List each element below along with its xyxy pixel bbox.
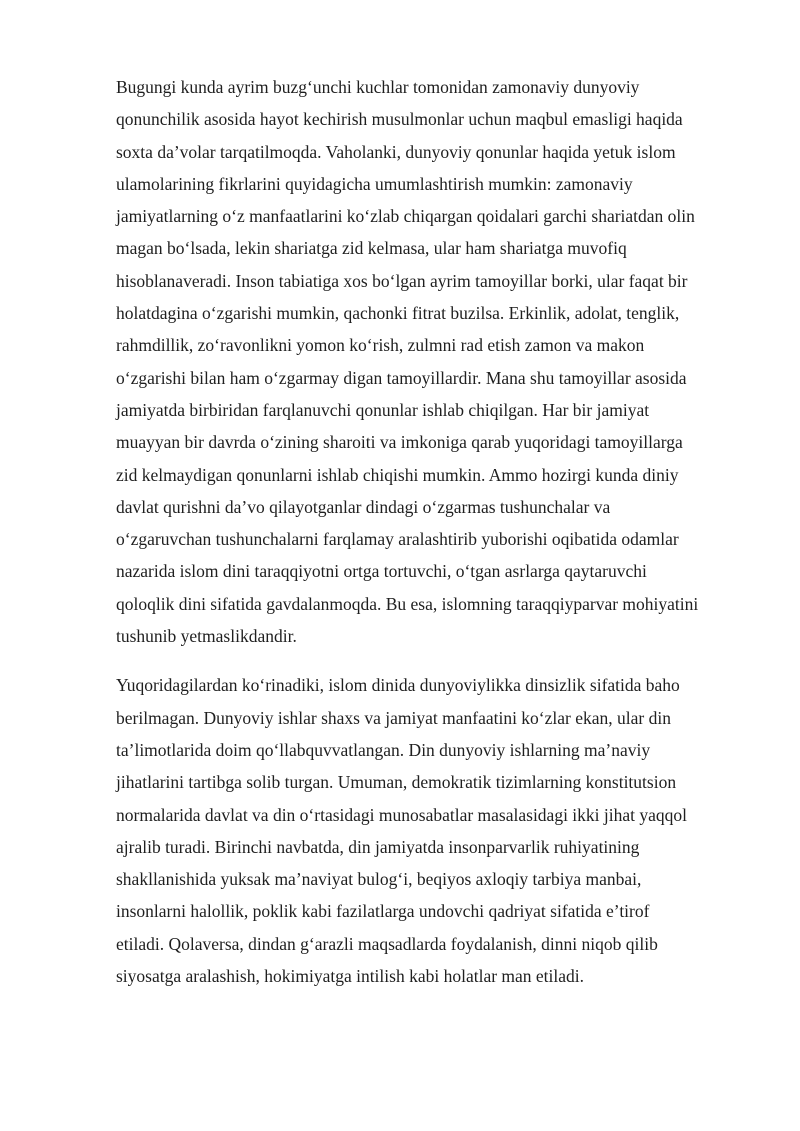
text-line: shakllanishida yuksak ma’naviyat bulog‘i, beqiyos axloqiy tarbiya manbai, [116, 869, 642, 890]
paragraph-1 [116, 71, 744, 652]
text-line: davlat qurishni da’vo qilayotganlar dindagi o‘zgarmas tushunchalar va [116, 496, 611, 517]
text-line: soxta da’volar tarqatilmoqda. Vaholanki, dunyoviy qonunlar haqida yetuk islom [116, 141, 676, 162]
text-line: rahmdillik, zo‘ravonlikni yomon ko‘rish, zulmni rad etish zamon va makon [116, 335, 645, 356]
text-line: ulamolarining fikrlarini quyidagicha umumlashtirish mumkin: zamonaviy [116, 173, 633, 194]
text-line: berilmagan. Dunyoviy ishlar shaxs va jamiyat manfaatini ko‘zlar ekan, ular din [116, 707, 671, 728]
text-line: jihatlarini tartibga solib turgan. Umuman, demokratik tizimlarning konstitutsion [116, 772, 677, 793]
text-line: zid kelmaydigan qonunlarni ishlab chiqishi mumkin. Ammo hozirgi kunda diniy [116, 464, 679, 485]
text-line: etiladi. Qolaversa, dindan g‘arazli maqsadlarda foydalanish, dinni niqob qilib [116, 933, 658, 954]
text-line: Bugungi kunda ayrim buzg‘unchi kuchlar tomonidan zamonaviy dunyoviy [116, 77, 640, 97]
text-line: tushunib yetmaslikdandir. [116, 626, 297, 647]
text-line: normalarida davlat va din o‘rtasidagi munosabatlar masalasidagi ikki jihat yaqqol [116, 804, 688, 825]
text-line: qonunchilik asosida hayot kechirish musulmonlar uchun maqbul emasligi haqida [116, 109, 683, 130]
text-line: Yuqoridagilardan ko‘rinadiki, islom dinida dunyoviylikka dinsizlik sifatida baho [116, 675, 680, 696]
text-line: jamiyatda birbiridan farqlanuvchi qonunlar ishlab chiqilgan. Har bir jamiyat [116, 399, 650, 420]
text-line: siyosatga aralashish, hokimiyatga intilish kabi holatlar man etiladi. [116, 966, 585, 987]
text-line: o‘zgaruvchan tushunchalarni farqlamay aralashtirib yuborishi oqibatida odamlar [116, 529, 679, 550]
text-line: ajralib turadi. Birinchi navbatda, din jamiyatda insonparvarlik ruhiyatining [116, 836, 640, 857]
text-line: holatdagina o‘zgarishi mumkin, qachonki fitrat buzilsa. Erkinlik, adolat, tenglik, [116, 303, 680, 324]
text-line: magan bo‘lsada, lekin shariatga zid kelmasa, ular ham shariatga muvofiq [116, 238, 627, 259]
text-line: hisoblanaveradi. Inson tabiatiga xos bo‘lgan ayrim tamoyillar borki, ular faqat bir [116, 270, 688, 291]
text-line: nazarida islom dini taraqqiyotni ortga tortuvchi, o‘tgan asrlarga qaytaruvchi [116, 561, 647, 582]
document-page [116, 71, 744, 992]
text-line: jamiyatlarning o‘z manfaatlarini ko‘zlab chiqargan qoidalari garchi shariatdan olin [116, 206, 695, 227]
paragraph-2 [116, 669, 744, 992]
text-line: o‘zgarishi bilan ham o‘zgarmay digan tamoyillardir. Mana shu tamoyillar asosida [116, 367, 687, 388]
text-line: qoloqlik dini sifatida gavdalanmoqda. Bu esa, islomning taraqqiyparvar mohiyatini [116, 593, 699, 614]
text-line: ta’limotlarida doim qo‘llabquvvatlangan. Din dunyoviy ishlarning ma’naviy [116, 739, 651, 760]
text-line: insonlarni halollik, poklik kabi fazilatlarga undovchi qadriyat sifatida e’tirof [116, 901, 650, 922]
text-line: muayyan bir davrda o‘zining sharoiti va imkoniga qarab yuqoridagi tamoyillarga [116, 432, 683, 453]
